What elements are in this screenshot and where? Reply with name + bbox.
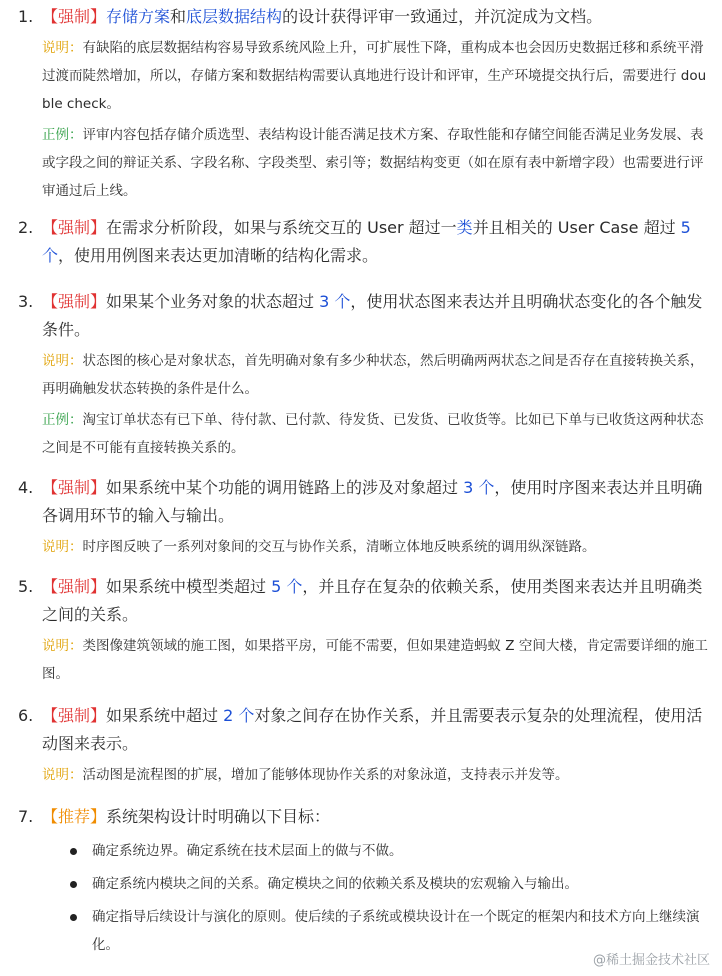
rule-text (42, 3, 710, 31)
storage-plan-link[interactable]: 存储方案 (106, 7, 171, 26)
item-number: 2. (18, 218, 34, 237)
rule-text (42, 702, 710, 758)
rule-text (42, 803, 710, 831)
explanation (42, 533, 710, 561)
rule-item-5 (0, 573, 722, 688)
watermark (593, 949, 710, 968)
rule-text-part: 系统架构设计时明确以下目标： (106, 807, 331, 826)
mandatory-tag: 【强制】 (42, 218, 107, 237)
rule-text (42, 573, 710, 629)
explanation-text: 有缺陷的底层数据结构容易导致系统风险上升，可扩展性下降，重构成本也会因历史数据迁移和系统平滑过渡而陡然增加，所以，存储方案和数据结构需要认真地进行设计和评审，生产环境提交执行后，需要进行 double check。 (42, 40, 707, 112)
highlight-count: 3 个 (463, 478, 495, 497)
rule-text-part: ，使用用例图来表达更加清晰的结构化需求。 (58, 246, 379, 265)
explanation-label: 说明： (42, 638, 83, 654)
explanation-label: 说明： (42, 40, 83, 56)
rule-text (42, 474, 710, 530)
bullet-icon (70, 848, 77, 855)
explanation-label: 说明： (42, 539, 83, 555)
data-structure-link[interactable]: 底层数据结构 (186, 7, 283, 26)
highlight-count: 5 个 (271, 577, 303, 596)
rule-text-part: 的设计获得评审一致通过，并沉淀成为文档。 (282, 7, 603, 26)
example (42, 121, 710, 205)
explanation (42, 347, 710, 403)
highlight-text: 类 (456, 218, 473, 237)
rule-text-part: 如果系统中模型类超过 (106, 577, 272, 596)
mandatory-tag: 【强制】 (42, 706, 107, 725)
rule-item-1 (0, 3, 722, 205)
rule-item-3 (0, 288, 722, 462)
watermark-text: @稀土掘金技术社区 (592, 953, 710, 968)
goal-list (42, 837, 710, 959)
explanation-text: 活动图是流程图的扩展，增加了能够体现协作关系的对象泳道，支持表示并发等。 (82, 767, 569, 783)
item-number: 3. (18, 292, 34, 311)
example-text: 淘宝订单状态有已下单、待付款、已付款、待发货、已发货、已收货等。比如已下单与已收货这两种状态之间是不可能有直接转换关系的。 (42, 412, 704, 456)
example-text: 评审内容包括存储介质选型、表结构设计能否满足技术方案、存取性能和存储空间能否满足业务发展、表或字段之间的辩证关系、字段名称、字段类型、索引等；数据结构变更（如在原有表中新增字段）也需要进行评审通过后上线。 (42, 127, 704, 199)
rule-text-part: ，使用时序图来表达并且明确各调用环节的输入与输出。 (42, 478, 703, 525)
item-number: 7. (18, 807, 34, 826)
example-label: 正例： (42, 127, 83, 143)
rule-text-part: ，并且存在复杂的依赖关系，使用类图来表达并且明确类之间的关系。 (42, 577, 703, 624)
rule-text-part: ，使用状态图来表达并且明确状态变化的各个触发条件。 (42, 292, 703, 339)
bullet-icon (70, 914, 77, 921)
explanation-label: 说明： (42, 767, 83, 783)
rule-text-part: 和 (170, 7, 187, 26)
highlight-count: 5 个 (42, 218, 691, 265)
explanation-label: 说明： (42, 353, 83, 369)
highlight-count: 3 个 (319, 292, 351, 311)
list-item-text: 确定指导后续设计与演化的原则。使后续的子系统或模块设计在一个既定的框架内和技术方向上继续演化。 (92, 909, 700, 953)
explanation (42, 632, 710, 688)
rule-text (42, 288, 710, 344)
mandatory-tag: 【强制】 (42, 577, 107, 596)
rule-text (42, 214, 710, 270)
mandatory-tag: 【强制】 (42, 292, 107, 311)
rule-text-part: 对象之间存在协作关系，并且需要表示复杂的处理流程，使用活动图来表示。 (42, 706, 703, 753)
list-item-text: 确定系统内模块之间的关系。确定模块之间的依赖关系及模块的宏观输入与输出。 (92, 876, 578, 892)
list-item-text: 确定系统边界。确定系统在技术层面上的做与不做。 (92, 843, 403, 859)
list-item (42, 837, 710, 865)
highlight-count: 2 个 (223, 706, 255, 725)
explanation (42, 34, 710, 118)
rule-text-part: 如果系统中某个功能的调用链路上的涉及对象超过 (106, 478, 464, 497)
item-number: 5. (18, 577, 34, 596)
rule-text-part: 如果某个业务对象的状态超过 (106, 292, 320, 311)
bullet-icon (70, 881, 77, 888)
mandatory-tag: 【强制】 (42, 478, 107, 497)
recommended-tag: 【推荐】 (42, 807, 107, 826)
mandatory-tag: 【强制】 (42, 7, 107, 26)
explanation-text: 状态图的核心是对象状态，首先明确对象有多少种状态，然后明确两两状态之间是否存在直接转换关系，再明确触发状态转换的条件是什么。 (42, 353, 704, 397)
explanation-text: 类图像建筑领域的施工图，如果搭平房，可能不需要，但如果建造蚂蚁 Z 空间大楼，肯定需要详细的施工图。 (42, 638, 708, 682)
rule-text-part: 如果系统中超过 (106, 706, 224, 725)
example-label: 正例： (42, 412, 83, 428)
rule-item-2 (0, 214, 722, 270)
explanation (42, 761, 710, 789)
example (42, 406, 710, 462)
rule-item-7 (0, 803, 722, 964)
item-number: 4. (18, 478, 34, 497)
rule-item-6 (0, 702, 722, 789)
list-item (42, 870, 710, 898)
rule-text-part: 在需求分析阶段，如果与系统交互的 User 超过一 (106, 218, 457, 237)
item-number: 6. (18, 706, 34, 725)
rule-text-part: 并且相关的 User Case 超过 (472, 218, 681, 237)
explanation-text: 时序图反映了一系列对象间的交互与协作关系，清晰立体地反映系统的调用纵深链路。 (82, 539, 596, 555)
rule-item-4 (0, 474, 722, 561)
item-number: 1. (18, 7, 34, 26)
